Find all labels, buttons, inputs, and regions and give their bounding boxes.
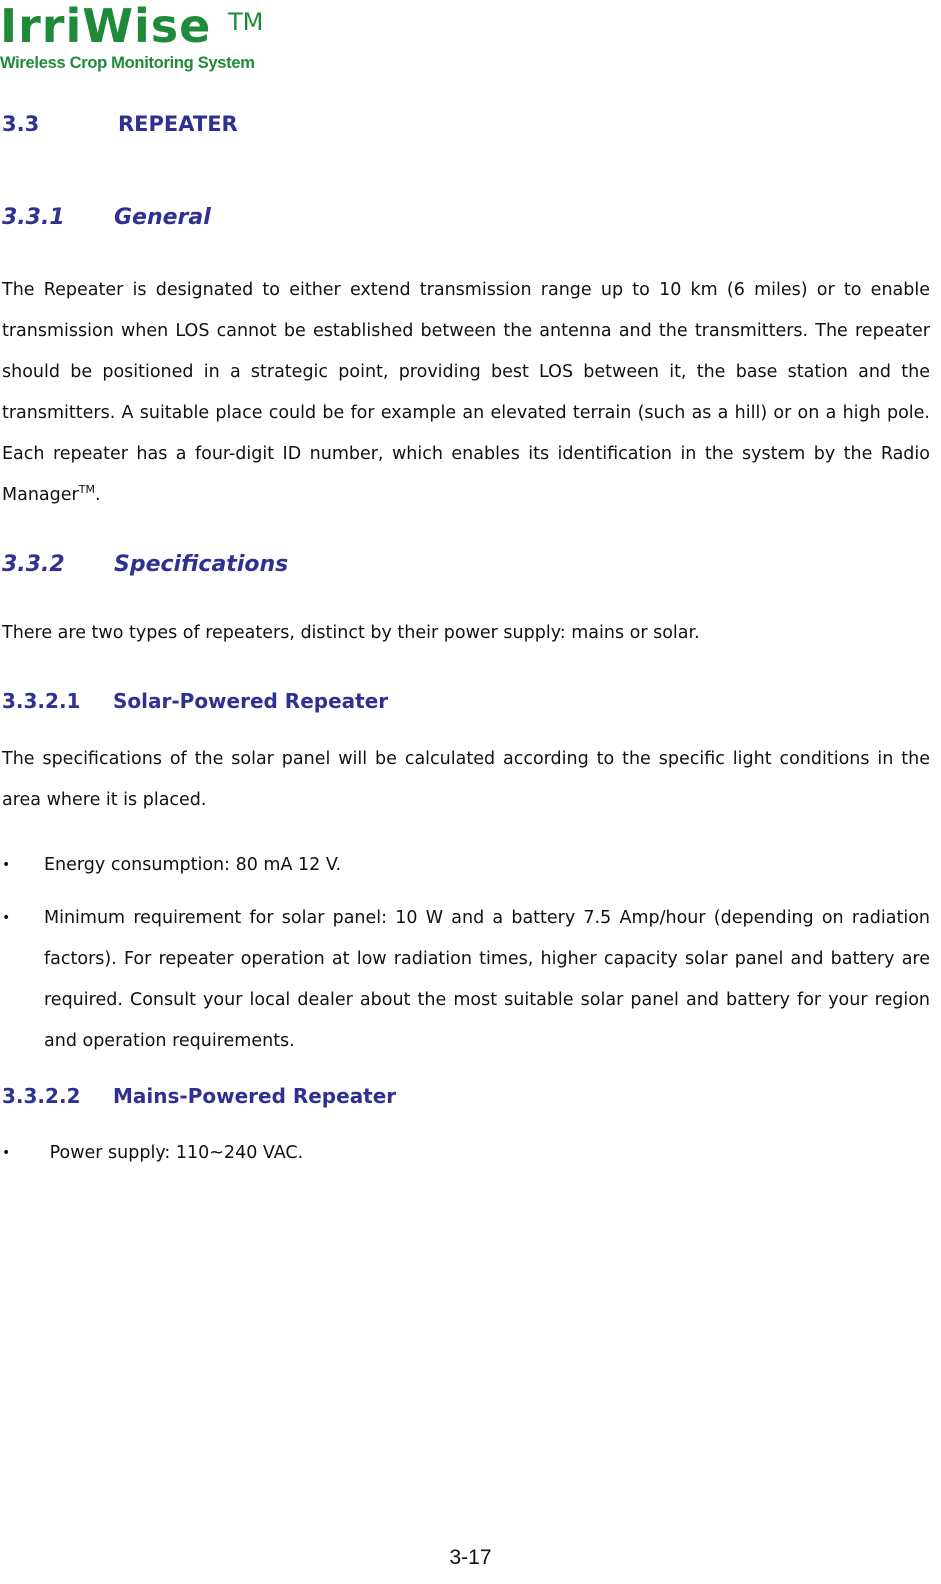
solar-number: 3.3.2.1 [2,689,81,713]
solar-paragraph: The specifications of the solar panel will be calculated according to the specific light conditions in the area where it is placed. [2,749,930,810]
specifications-heading [2,552,289,577]
logo-trademark: TM [228,8,264,36]
solar-title: Solar-Powered Repeater [113,689,389,713]
general-body: The Repeater is designated to either extend transmission range up to 10 km (6 miles) or to enable transmission when LOS cannot be established between the antenna and the transmitters. The repeater should be positioned in a strategic point, providing best LOS between it, the base station and the transmitters. A suitable place could be for example an elevated terrain (such as a hill) or on a high pole. Each repeater has a four-digit ID number, which enables its identification in the system by the Radio Manager [2,280,930,505]
page-number: 3-17 [449,1546,492,1569]
solar-heading [2,689,389,713]
section-number: 3.3 [2,112,40,136]
bullet-icon: • [2,910,11,926]
section-heading [2,112,238,136]
trademark-superscript: TM [78,483,95,497]
bullet-text: Power supply: 110~240 VAC. [44,1143,304,1163]
general-number: 3.3.1 [2,205,65,230]
bullet-text: Minimum requirement for solar panel: 10 W and a battery 7.5 Amp/hour (depending on radiation factors). For repeater operation at low radiation times, higher capacity solar panel and battery are required. Consult your local dealer about the most suitable solar panel and battery for your region and operation requirements. [44,908,930,1051]
logo-tagline: Wireless Crop Monitoring System [0,54,255,72]
bullet-icon: • [2,857,11,873]
irriwise-logo [0,2,280,76]
general-heading [2,205,211,230]
mains-title: Mains-Powered Repeater [113,1084,397,1108]
section-title: REPEATER [118,112,238,136]
mains-number: 3.3.2.2 [2,1084,81,1108]
specifications-paragraph: There are two types of repeaters, distinct by their power supply: mains or solar. [2,623,700,643]
logo-name: IrriWise [0,0,212,53]
specifications-number: 3.3.2 [2,552,65,577]
mains-heading [2,1084,397,1108]
general-title: General [114,205,211,230]
general-paragraph [2,270,930,516]
bullet-text: Energy consumption: 80 mA 12 V. [44,855,342,875]
bullet-icon: • [2,1145,11,1161]
general-body-end: . [94,485,101,505]
specifications-title: Specifications [114,552,289,577]
